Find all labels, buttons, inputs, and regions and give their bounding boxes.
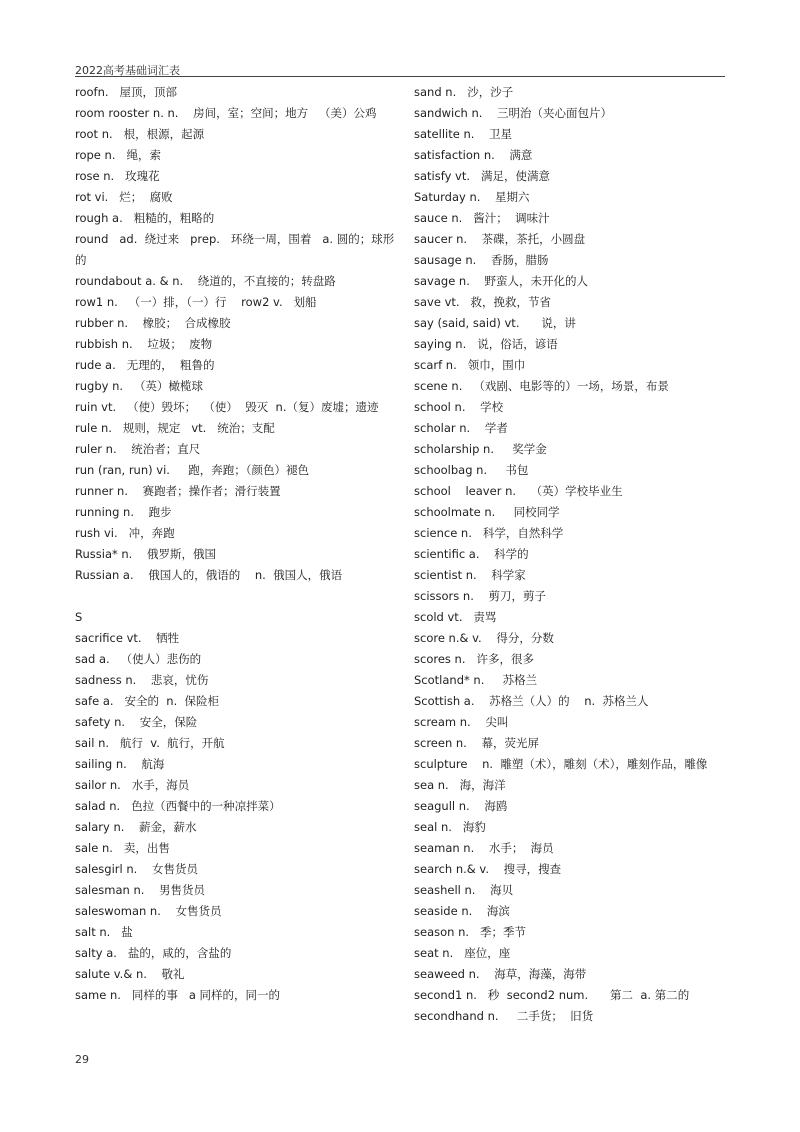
vocab-entry: run (ran, run) vi. 跑，奔跑；（颜色）褪色: [75, 463, 309, 477]
vocab-entry: second1 n. 秒 second2 num. 第二 a. 第二的: [414, 988, 690, 1002]
vocab-entry: screen n. 幕，荧光屏: [414, 736, 539, 750]
vocab-entry: salesgirl n. 女售货员: [75, 862, 198, 876]
vocab-entry: search n.& v. 搜寻，搜查: [414, 862, 562, 876]
vocab-entry: scarf n. 领巾，围巾: [414, 358, 526, 372]
vocab-entry: seashell n. 海贝: [414, 883, 514, 897]
vocab-entry: salesman n. 男售货员: [75, 883, 206, 897]
vocab-entry: sausage n. 香肠，腊肠: [414, 253, 549, 267]
vocab-entry: same n. 同样的事 a 同样的，同一的: [75, 988, 281, 1002]
vocab-entry: season n. 季；季节: [414, 925, 526, 939]
vocab-entry: salt n. 盐: [75, 925, 133, 939]
vocab-entry: scissors n. 剪刀，剪子: [414, 589, 546, 603]
vocab-entry: safe a. 安全的 n. 保险柜: [75, 694, 220, 708]
vocab-entry: sacrifice vt. 牺牲: [75, 631, 180, 645]
vocab-entry: satisfy vt. 满足，使满意: [414, 169, 550, 183]
vocab-entry: saleswoman n. 女售货员: [75, 904, 222, 918]
vocab-entry: secondhand n. 二手货； 旧货: [414, 1009, 594, 1023]
vocab-entry: school leaver n. （英）学校毕业生: [414, 484, 623, 498]
vocab-entry: rose n. 玫瑰花: [75, 169, 160, 183]
vocab-entry: Russia* n. 俄罗斯，俄国: [75, 547, 216, 561]
vocab-entry: seal n. 海豹: [414, 820, 486, 834]
vocab-entry: roundabout a. & n. 绕道的，不直接的；转盘路: [75, 274, 336, 288]
vocab-entry: sad a. （使人）悲伤的: [75, 652, 202, 666]
vocab-entry: salty a. 盐的，咸的，含盐的: [75, 946, 232, 960]
vocab-entry: seat n. 座位，座: [414, 946, 511, 960]
vocab-entry: sculpture n. 雕塑（术），雕刻（术），雕刻作品，雕像: [414, 757, 708, 771]
vocab-entry: sauce n. 酱汁； 调味汁: [414, 211, 550, 225]
vocab-entry: seagull n. 海鸥: [414, 799, 508, 813]
vocab-entry: scene n. （戏剧、电影等的）一场，场景，布景: [414, 379, 669, 393]
vocab-entry: safety n. 安全，保险: [75, 715, 198, 729]
vocab-entry: ruin vt. （使）毁坏； （使） 毁灭 n.（复）废墟；遗迹: [75, 400, 379, 414]
vocab-entry: rugby n. （英）橄榄球: [75, 379, 203, 393]
vocab-entry: savage n. 野蛮人，未开化的人: [414, 274, 588, 288]
vocab-entry: sale n. 卖，出售: [75, 841, 170, 855]
vocab-entry: save vt. 救，挽救，节省: [414, 295, 552, 309]
vocab-entry: rubber n. 橡胶； 合成橡胶: [75, 316, 231, 330]
vocab-entry: Russian a. 俄国人的，俄语的 n. 俄国人，俄语: [75, 568, 343, 582]
vocab-entry: sandwich n. 三明治（夹心面包片）: [414, 106, 613, 120]
vocab-entry: Saturday n. 星期六: [414, 190, 530, 204]
vocab-entry: school n. 学校: [414, 400, 504, 414]
vocab-entry: Scottish a. 苏格兰（人）的 n. 苏格兰人: [414, 694, 649, 708]
vocab-entry: scientific a. 科学的: [414, 547, 529, 561]
vocab-entry: salary n. 薪金，薪水: [75, 820, 197, 834]
vocab-entry: runner n. 赛跑者；操作者；滑行装置: [75, 484, 281, 498]
vocab-entry: ruler n. 统治者；直尺: [75, 442, 201, 456]
vocab-entry: seaweed n. 海草，海藻，海带: [414, 967, 587, 981]
vocab-entry: saying n. 说，俗话，谚语: [414, 337, 558, 351]
vocab-entry: scold vt. 责骂: [414, 610, 497, 624]
vocab-entry: room rooster n. n. 房间，室；空间；地方 （美）公鸡: [75, 106, 377, 120]
vocab-entry: rush vi. 冲，奔跑: [75, 526, 175, 540]
vocab-entry: scholarship n. 奖学金: [414, 442, 547, 456]
vocab-entry: seaman n. 水手； 海员: [414, 841, 554, 855]
vocab-entry: science n. 科学，自然科学: [414, 526, 564, 540]
vocab-entry: row1 n. （一）排，（一）行 row2 v. 划船: [75, 295, 317, 309]
header-divider: [75, 76, 725, 77]
page-header-title: 2022高考基础词汇表: [75, 64, 180, 77]
vocab-entry: seaside n. 海滨: [414, 904, 510, 918]
vocab-entry: salute v.& n. 敬礼: [75, 967, 185, 981]
vocab-entry: rubbish n. 垃圾； 废物: [75, 337, 213, 351]
vocab-entry: satellite n. 卫星: [414, 127, 513, 141]
vocab-entry: sea n. 海，海洋: [414, 778, 506, 792]
vocab-entry: schoolmate n. 同校同学: [414, 505, 560, 519]
vocab-entry: salad n. 色拉（西餐中的一种凉拌菜）: [75, 799, 281, 813]
vocab-entry: sand n. 沙，沙子: [414, 85, 514, 99]
vocab-entry: Scotland* n. 苏格兰: [414, 673, 538, 687]
vocab-entry: round ad. 绕过来 prep. 环绕一周，围着 a. 圆的；球形的: [75, 232, 395, 267]
vocab-entry: sail n. 航行 v. 航行，开航: [75, 736, 225, 750]
vocab-entry: scores n. 许多，很多: [414, 652, 534, 666]
vocab-entry: satisfaction n. 满意: [414, 148, 533, 162]
vocab-entry: rough a. 粗糙的，粗略的: [75, 211, 215, 225]
vocab-entry: rule n. 规则，规定 vt. 统治；支配: [75, 421, 275, 435]
vocab-entry: sailing n. 航海: [75, 757, 165, 771]
vocab-entry: rude a. 无理的， 粗鲁的: [75, 358, 215, 372]
vocab-entry: scream n. 尖叫: [414, 715, 509, 729]
page-number: 29: [75, 1053, 89, 1066]
vocab-entry: sadness n. 悲哀，忧伤: [75, 673, 209, 687]
vocab-entry: scholar n. 学者: [414, 421, 508, 435]
right-column: [414, 82, 726, 1027]
vocab-entry: saucer n. 茶碟，茶托，小圆盘: [414, 232, 586, 246]
vocab-entry: rope n. 绳，索: [75, 148, 161, 162]
vocab-entry: rot vi. 烂； 腐败: [75, 190, 173, 204]
vocab-entry: root n. 根，根源，起源: [75, 127, 205, 141]
vocab-entry: running n. 跑步: [75, 505, 172, 519]
vocab-entry: schoolbag n. 书包: [414, 463, 529, 477]
section-letter-heading: S: [75, 610, 83, 624]
vocab-entry: scientist n. 科学家: [414, 568, 526, 582]
vocab-entry: roofn. 屋顶，顶部: [75, 85, 178, 99]
vocab-entry: score n.& v. 得分，分数: [414, 631, 554, 645]
left-column: [75, 82, 395, 1006]
vocab-entry: say (said, said) vt. 说，讲: [414, 316, 576, 330]
vocab-entry: sailor n. 水手，海员: [75, 778, 190, 792]
